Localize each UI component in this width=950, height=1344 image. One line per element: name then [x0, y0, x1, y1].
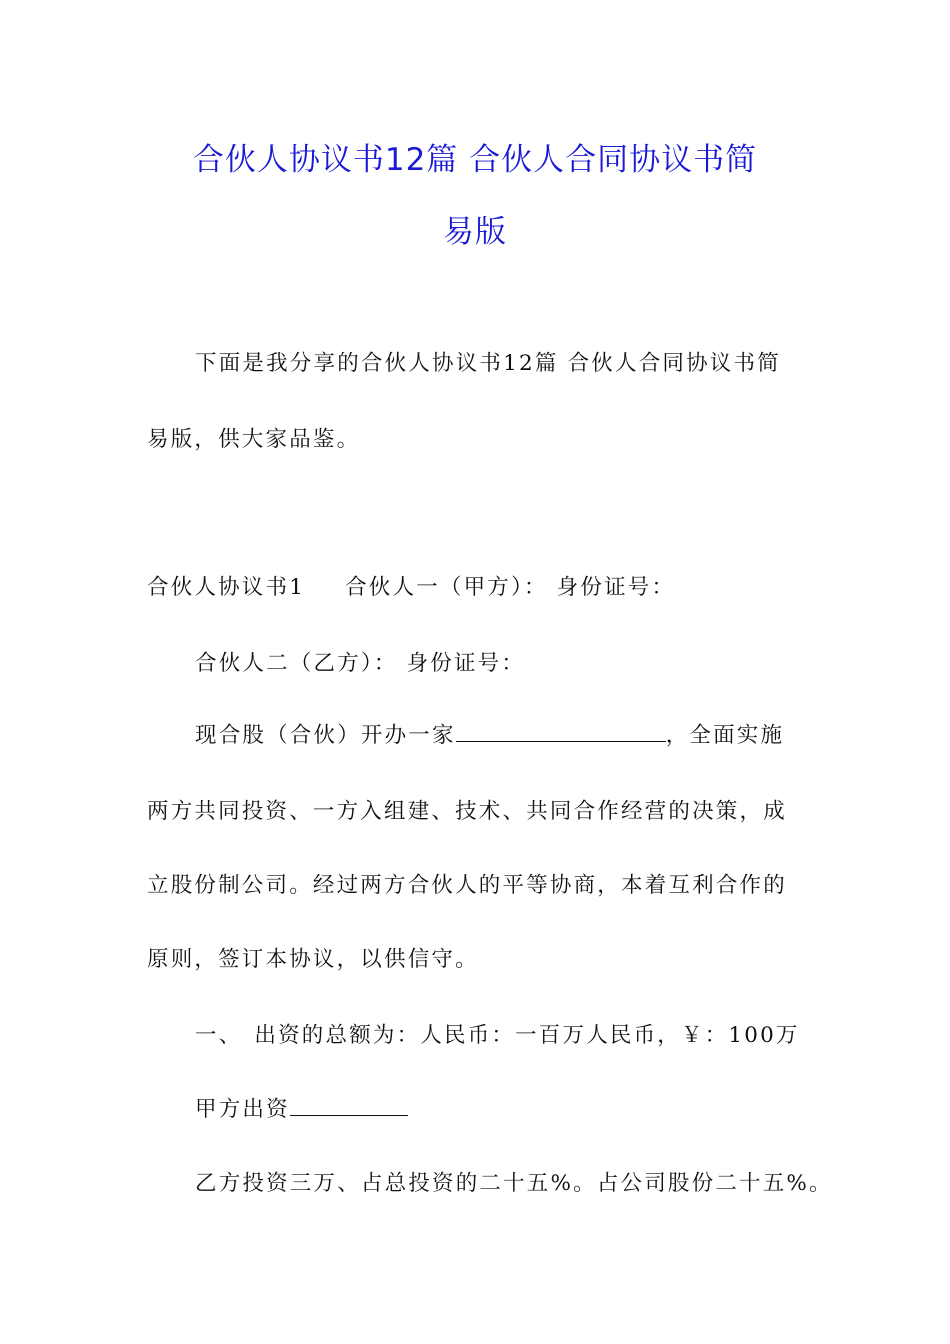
- party-a-line: [195, 1092, 408, 1123]
- paragraph-1-start: 现合股（合伙）开办一家: [195, 723, 456, 748]
- item-1-line: [195, 1018, 800, 1049]
- party-a-amount-blank: [290, 1097, 408, 1116]
- party-a-contribution-label: 甲方出资: [195, 1097, 290, 1122]
- paragraph-1-line-2: 两方共同投资、一方入组建、技术、共同合作经营的决策，成: [147, 799, 787, 824]
- company-name-blank: [456, 723, 666, 742]
- partner-1-label: 合伙人一（甲方）： 身份证号：: [345, 575, 676, 600]
- item-1-text: 出资的总额为：人民币：一百万人民币，￥：100万: [254, 1023, 800, 1048]
- partner-2-label: 合伙人二（乙方）： 身份证号：: [195, 651, 526, 676]
- paragraph-1-line-4: 原则，签订本协议，以供信守。: [147, 947, 479, 972]
- item-1-number: 一、: [195, 1023, 243, 1048]
- paragraph-1-line-3: 立股份制公司。经过两方合伙人的平等协商，本着互利合作的: [147, 873, 787, 898]
- document-title-line-2: 易版: [443, 214, 507, 250]
- document-title-line-1: 合伙人协议书12篇 合伙人合同协议书简: [192, 142, 758, 178]
- section-1-heading: 合伙人协议书1: [147, 575, 306, 600]
- intro-line-1: 下面是我分享的合伙人协议书12篇 合伙人合同协议书简: [195, 351, 781, 376]
- paragraph-1-end: ，全面实施: [665, 723, 785, 748]
- paragraph-1-line-1: [195, 718, 784, 749]
- intro-line-2: 易版，供大家品鉴。: [147, 427, 361, 452]
- section-1-heading-line: [147, 570, 675, 601]
- party-b-line: 乙方投资三万、占总投资的二十五%。占公司股份二十五%。: [195, 1171, 833, 1196]
